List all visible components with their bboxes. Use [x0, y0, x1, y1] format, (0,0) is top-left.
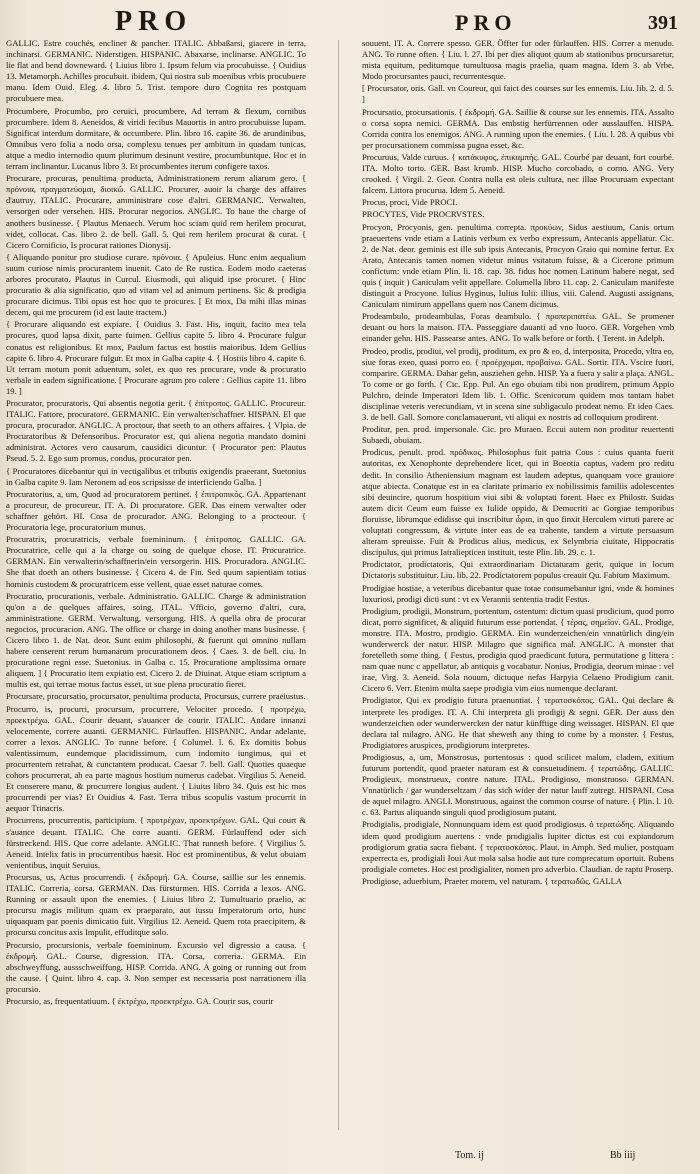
- entry: { Aliquando ponitur pro studiose curare. πρόνοια. { Apuleius. Hunc enim aequalium suum curiose nimis procurantem inuenit. Cato de Re rustica. Eodem modo caeteras arbores procurato. Plautus in Curcul. Eiusmodi, qui aliquid ipse procuret. { Hinc procuratio & alia significatio, quo ad vitam vel ad animum pertinens. Sic & prodigia procurare dicimus. Tibi opus est hoc quo te procures. [ Et mox, Da mihi illas minas decem, qui me procurem (id est laute tractem.): [6, 251, 306, 318]
- running-head: [0, 6, 700, 40]
- entry: [ Procursator, oris. Gall. vn Coureur, qui faict des courses sur les ennemis. Liu. lib. 2. d. 5. ]: [362, 83, 674, 105]
- entry: Prodeo, prodis, prodiui, vel prodij, proditum, ex pro & eo, d, interposita, Procedo, vltra eo, siue foras exeo, quasi porro eo. { προέρχομαι, προβαίνω. GAL. Sortir. ITA. Vscire fuori, comparire. GERMA. Dahar gehn, ausziehen gehn. HISP. Ya a fuera y salir a plaça. ANGL. To come or go forth. { Cic. Epp. Pul. An ego obuiam tibi non prodirem, primum Appio Pulchro, deinde Imperatori Idem lib. 1. Offic. Scenicorum quidem mos tantam habet disciplinae veteris verecundiam, vt in scena sine subligaculo prodeat nemo. Et ideo Caes. 3. de bell. Gall. Somore conclamauerunt, vti aliqui ex nostris ad colloquium prodirent.: [362, 345, 674, 423]
- entry: Prodigiator, Qui ex prodigio futura praenuntiat. { τερατοσκόπος. GAL. Qui declare & interprete les prodiges. IT. A. Chi interpreta gli prodigij & segni. GER. Der auss den wunderzeichen oder wunderwercken der natur künfftige ding weissaget. HISPAN. El que declara tal milagro. ANG. He that sheweth any thing to come by a monster. { Festus, Prodigiatores aruspices, prodigiorum interpretes.: [362, 695, 674, 750]
- column-divider: [338, 40, 339, 1130]
- entry: Prodeambulo, prodeambulas, Foras deambulo. { προπεριπατέω. GAL. Se promener deuant ou hors la maison. ITA. Passeggiare dauanti ad vno luoco. GER. Vorgehen vmb einander gehn. HIS. Passearse antes. ANG. To walk before or forth. { Terent. in Adelph.: [362, 311, 674, 344]
- entry: Procursus, us, Actus procurrendi. { ἐκδρομή. GA. Course, saillie sur les ennemis. ITALIC. Correria, corsa. GERMAN. Das fürsturmen. HIS. Corrida a lexos. ANG. Running or assault upon the enemies. { Liuius libro 2. Tumultuario praelio, ac procursu magis militum quam ex praeparato, aut iussu Imperatorum orto, hunc uiquaquam par poenis dimicatio fuit. Virgilius 12. Aeneid. Quem rota praecipitem, & procursu concitus axis Impulit, effuditque solo.: [6, 871, 306, 938]
- entry: Procursio, as, frequentatiuum. { ἐκτρέχω, προεκτρέχω. GA. Courir sus, courir: [6, 995, 274, 1006]
- entry: souuent. IT. A. Correre spesso. GER. Öffter fur oder fürlauffen. HIS. Correr a menudo. ANG. To runne often. { Liu. l. 27. Ibi per dies aliquot quum ab stationibus procursaretur, mista equitum, peditumque tumultuosa magis praelia, quam magna. Idem 3. ab Vrbe, Modo procursantes pauci, recurrentesque.: [362, 38, 674, 82]
- catchword: Bb iiij: [610, 1150, 636, 1161]
- entry: { Procuratores dicebantur qui in vectigalibus et tributis exigendis praeerant, Suetonius in Galba capite 9. Iam Neronem ad eos scripsisse de interficiendo Galba. ]: [6, 465, 306, 487]
- entry: Procus, proci, Vide PROCI.: [362, 197, 458, 208]
- entry: Prodigiose, aduerbium, Praeter morem, vel naturam. { τερατωδῶς. GALLA: [362, 875, 623, 886]
- entry: Prodigiae hostiae, a veteribus dicebantur quae totae consumebantur igni, vnde & homines luxuriosi, prodigi dicti sunt : vt ex Verannii sententia tradit Festus.: [362, 582, 674, 604]
- entry: Procuratorius, a, um, Quod ad procuratorem pertinet. { ἐπιτροπικός. GA. Appartenant a procureur, de procureur. IT. A. Di procuratore. GER. Das einem verwalter oder schaffner gehört. HI. Cosa de procurador. ANG. Belonging to a procteour. { Procuratoria lege, procuratorium munus.: [6, 488, 306, 533]
- entry: Prodicus, penult. prod. πρόδικος. Philosophus fuit patria Cous : cuius quanta fuerit autoritas, ex Xenophonte deprehendere licet, qui in Boeotia captus, vadem pro reditu dedit. In consilio Atheniensium magnam est laudem adeptus, quanquam voce grauiore atque abiecta. Conatque est in ea claritate primario ex nobilissimis familiis adolescentes sibi deuincire, quorum hospitium viui sibi & voluptati forent. Haec ex Philostr. Suidas autem dicit Ceum eum fuisse ex Iulide oppido, & Democriti ac Gorgiae temporibus floruisse, librumque edidisse qui inscribitur ὧραι, in quo finxit Herculem virtuti parere ac voluptati congressum, & virtute inter eas de ea trahente, tandem a virtute persuasum alteram spreuisse. Fuit & Prodicus alius, medicus, ex Selymbria ciuitate, Hippocratis discipulus, qui primus Iatraliepticen instituit, teste Plin. lib. 29. c. 1.: [362, 447, 674, 558]
- entry: Procursare, procursatio, procursator, penultima producta, Procursus, currere praeiustus.: [6, 691, 306, 702]
- entry: Procurare, procuras, penultima producta, Administrationem rerum aliarum gero. { πρόνοια, πραγματεύομαι, διοικῶ. GALLIC. Procurer, auoir la charge des affaires d'autruy. ITALIC. Procurare, amministrare cose d'altri. GERMANIC. Verwalten, versorgen oder versehen. HIS. Procurar negocios. ANGLIC. To haue the charge of anothers businesse. { Plautus Menaech. Verum hoc sciam quid rem herilem procurat, videt, collocat. Cas. libro 2. de bell. Gall. 5. Qui rem herilem procurat & curat. { Cicero Cornificio, Is procurat rationes Dionysij.: [6, 173, 306, 250]
- entry: PROCYTES, Vide PROCRVSTES.: [362, 209, 485, 220]
- right-column: [362, 38, 674, 1148]
- entry: Procuratio, procurationis, verbale. Administratio. GALLIC. Charge & administration qu'on a de quelques affaires, soing. ITAL. Vfficio, governo d'altri, cura, amministratione. GERM. Verwaltung, versorgung. HIS. A quella obra de procurar negocios, procuracion. ANG. The office or charge in doing another mans businesse. { Cicero libro 1. de Nat. deor. Sunt enim philosophi, & fuerunt qui omnino nullam habere censerent rerum humanarum procurationem deos. { Caes. 3. de bell. ciu. In procuratione regni esse. Suetonius. in Galba c. 15. Procuratione amplissima ornare aliquem. ] { Procuratio item expiatio est. Cicero 2. de Diuinat. Atque etiam scriptum a multis est, qui terrae motus factus esset, ut sue plena procuratio fieret.: [6, 590, 306, 690]
- running-head-right: PRO: [455, 10, 517, 35]
- entry: Procuruus, Valde curuus. { κατάκυφος, ἐπικαμπής. GAL. Courbé par deuant, fort courbé. ITA. Molto torto. GER. Bast krumb. HISP. Mucho corcobado, o corno. ANG. Very crooked. { Virgil. 2. Geor. Contra nulla est oleis cultura, nec illae Procuruam expectant falcem. Littora procurua. Idem 5. Aeneid.: [362, 151, 674, 196]
- entry: Procursatio, procursationis. { ἐκδρομή. GA. Saillie & course sur les ennemis. ITA. Assalto o corsa sopra nemici. GERMA. Das embstig herfürrennen oder ausslauffen. HISPA. Corrida contra los enemigos. ANG. A running upon the enemies. { Liu. l. 28. A quibus vbi per procursationem commissa pugna esset, &c.: [362, 106, 674, 150]
- entry: Prodigium, prodigii, Monstrum, portentum, ostentum: dictum quasi prodicium, quod porro dicat, porro significet, & aliquid futurum esse portendat. { τέρας, σημεῖον. GAL. Prodige, monstre. ITA. Mostro, prodigio. GERMA. Ein wunderzeichen/ein vnnatürlich ding/ein wunderwerck der natur. HISP. Milagro que significa mal. ANGLIC. A monster that foretelleth some thing. { Festus, prodigia quod praedicunt futura, permutatione g littera : nam quae nunc c appellatur, ab antiquis g vocabatur. Nonius, Prodigia, deorum minae : vel irae, Virg. 3. Aeneid. Sola nouum, dictuque nefas Harpyia Celaeno Prodigium canit. Cicero 6. Verr. Etenim multa saepe prodigia vim eius numenque declarant.: [362, 605, 674, 694]
- running-head-left: PRO: [115, 6, 193, 37]
- entry: Procyon, Procyonis, gen. penultima correpta. προκύων, Sidus aestiuum, Canis ortum praeuertens vnde etiam a Latinis verbum ex verbo expressum, Antecanis appellatur. Cic. 2. de Nat. deor. geminis est ille sub ipsis Antecanis, Procyon Graio qui nomine fertur. Ex Arato, Antecanis tamen nomen videtur minus vsitatum fuisse, & a Cicerone primum confictum: vnde etiam Plin. li. 18. cap. 38. fidus hoc nomen Latinum habere negat, sed quis ( inquit ) Caniculam velit appellare. Columella libro 11. cap. 2. Caniculam manifeste distinguit a Procyone. Iulius Hyginus, Iulius Iulii: illius, viii. Calend. Augusti assignans, Caniculam nimirum appellans quem nos Canem dicimus.: [362, 221, 674, 310]
- page-number: 391: [648, 12, 678, 34]
- signature-mark: Tom. ij: [455, 1150, 484, 1161]
- entry: Procursio, procursionis, verbale foemininum. Excursio vel digressio a causa. { ἐκδρομή. GAL. Course, digression. ITA. Corsa, correria. GERMA. Ein abschweyffung, aussschweiffung. HISP. Corrida. ANG. A going or running out from the cause. { Quint. libro 4. cap. 3. Non semper est necessaria post narrationem illa procursio.: [6, 939, 306, 994]
- page-footer: [0, 1148, 700, 1172]
- entry: { Procurare aliquando est expiare. { Ouidius 3. Fast. His, inquit, facito mea tela procures, quod lapsa dixit, parte fuimen. Gellius capite 5. libro 4. Procurare fulgur conatus est religionibus. Et mox, Paulum factus est hostiis maioribus. Idem Gellius capite 6. libro 4. Procurare fulgur. Et mox in Galba capite 4. { Hostiis libro 4. capite 6. Ut terram motum ponit aduentum, solet, ex quo res procurare, vnde & procuratio verbale in eadem significatione. [ Procurare agrum pro colere : Gellius capite 11. libro 19. ]: [6, 319, 306, 396]
- entry: Procurrens, procurrentis, participium. { προτρέχων, προεκτρέχων. GAL. Qui court & s'auance deuant. ITALIC. Che corre auanti. GERM. Fürlauffend oder sich fürstreckend. HIS. Que corre adelante. ANGLIC. That runneth before. { Virgilius 5. Aeneid. Intelix fatis in procurrentibus haesit. Hoc est prominentibus, & velut obuiam venientibus, inquit Seruius.: [6, 815, 306, 870]
- entry: Prodigiosus, a, um, Monstrosus, portentosus : quod scilicet malum, cladem, exitium futurum portendit, quod praeter naturam est & consuetudinem. { τερατώδης. GALLIC. Prodigieux, monstrueux, contre nature. ITAL. Prodigioso, monstruoso. GERMAN. Vnnatürlich / gar wunderseltzam / das sich wider der natur lauff zutregt. HISPANI. Cosa de aquel milagro. ANGLI. Monstruous, against the common course of nature. { Plin. l. 10. c. 63. Partus aliquando singuli quod prodigiosum putant.: [362, 751, 674, 818]
- entry: Proditur, pen. prod. impersonale. Cic. pro Muraen. Eccui autem non proditur reuertenti Subaedi, obuiam.: [362, 424, 674, 446]
- entry: Procurator, procuratoris, Qui absentis negotia gerit. { ἐπίτροπος. GALLIC. Procureur. ITALIC. Fattore, procuratore. GERMANIC. Ein verwalter/schaffner. HISPAN. El que procura, procurador. ANGLIC. A proctour, that seeth to an others affaires. { Vlpia. de Procuratoribus & Defensoribus. Procurator est, qui aliena negotia mandato domini administrat. Actores vero causarum, causidici dicuntur. { Procurator pen: Plautus Pseud. 5. 2. Ego sum promus, condus, procurator pen.: [6, 398, 306, 464]
- entry: Procuratrix, procuratricis, verbale foemininum. { ἐπίτροπος. GALLIC. GA. Procuratrice, celle qui a la charge ou soing de quelque chose. IT. Procuratrice. GERMAN. Ein verwalterin/schaffnerin/ein versorgerin. HIS. Procuradora. ANGLIC. She that doeth an others businesse. { Cicero 4. de Fin. Sed quum sapientiam totius hominis custodem & procuratricem esse vellent, quae esset naturae comes.: [6, 534, 306, 589]
- entry: Procurro, is, procurri, procursum, procurrere, Velociter procedo. { προτρέχω, προεκτρέχω. GAL. Courir deuant, s'auancer de courir. ITALIC. Andare innanzi velocemente, correre auanti. GERMANIC. Fürlauffen. HISPANIC. Andar adelante, correr a lexos. ANGLIC. To runne before. { Columel. l. 6. Ex domitis bobus valentissimum, eundemque placidissimum, cum indomito iungimus, qui et procurrentem retrahat, & cunctantem producat. Caesar 7. bell. Gall. Quoties quaeque cohors procurrerat, ab ea parte magnus hostium numerus cadebat. Virgilius 5. Aeneid. Et conserere manu, & procurrere longius audent. { Liuius libro 34. Quis est hic mos procurrendi per vias? Et Ouidius 4. Fast. Terra tribus scopulis vastum procurrit in aequor Trinacris.: [6, 703, 306, 814]
- entry: Procumbere, Procumbo, pro ceruici, procumbere, Ad terram & flexum, cornibus procumbere. Idem 8. Aeneidos, & viridi fecibus Mauortis in antro procubuisse lupam. Significat interdum dormitare, & occumbere. Plin. libro 16. capite 36. de arundinibus, Omnibus vero folia a nodo orsa, complexu tenues per ambitum in quadam tunicas, atque a medio internodio quum plurimum desinunt vestire, procumbuntque. Hoc et in terram inclinantur. Lucanus libro 3. Et procumbentes iterum configere taxos.: [6, 105, 306, 172]
- entry: Prodictator, prodictatoris, Qui extraordinariam Dictaturam gerit, quique in locum Dictatoris substituitur. Liu. lib. 22. Prodictatorem populus creauit Qu. Fabium Maximum.: [362, 559, 674, 581]
- left-column: [6, 38, 306, 1148]
- entry: Prodigialis, prodigiale, Nonnunquam idem est quod prodigiosus. ὁ τερατώδης. Aliquando idem quod prodigium auertens : vnde prodigialis Iupiter dictus est cui expiandorum prodigiorum gratia sacra fiebant. { τερατοσκόπος. Plaut. in Amph. Sed mulier, postquam experrecta es, prodigiali Ioui Aut mola salsa hodie aut ture comprecatum oportuit. Rubens prodigiale cometes. Hoc est prodigialiter, nomen pro adverbio. Claudian. de raptu Proserp.: [362, 819, 674, 874]
- entry: GALLIC. Estre couchés, encliner & pancher. ITALIC. Abbaßarsi, giacere in terra, inchinarsi. GERMANIC. Niderstigen. HISPANIC. Abaxarse, inclinarse. ANGLIC. To lie flat and bend downeward. { Liuius libro 1. Ipsum felum via procubuisse. { Ouidius 13. Metamorph. Achilles procubuit. ibidem, Qui nostra sub moenibus vrbis procubuere manu. Idem Ouid. Eleg. 4. libro 5. Trist. tempore duro Cognita res postquam procubuere mea.: [6, 38, 306, 104]
